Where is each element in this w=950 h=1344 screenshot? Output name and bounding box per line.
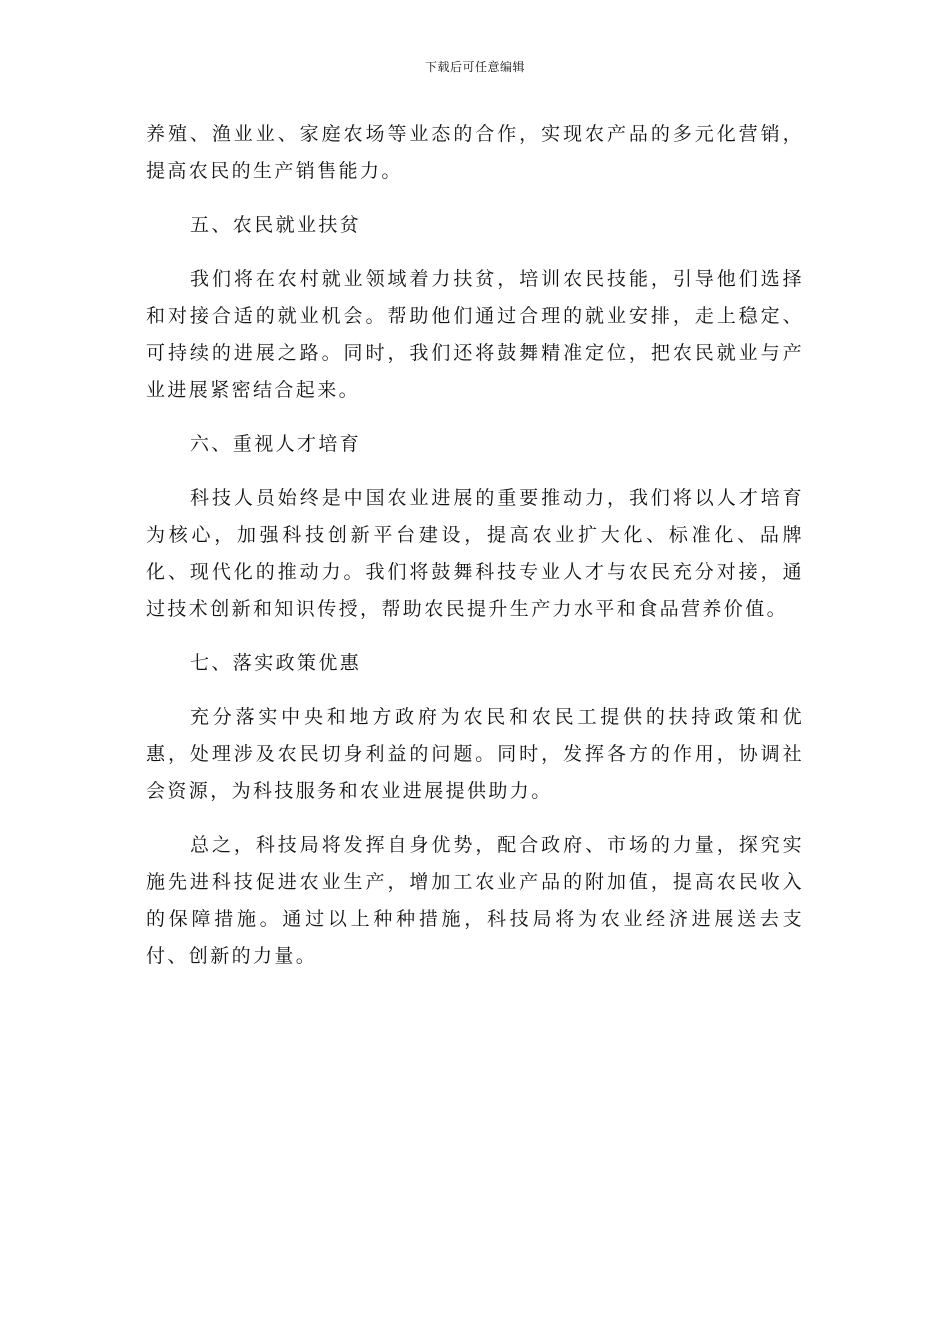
paragraph-section-5: 我们将在农村就业领域着力扶贫，培训农民技能，引导他们选择和对接合适的就业机会。帮助他们通过合理的就业安排，走上稳定、可持续的进展之路。同时，我们还将鼓舞精准定位，把农民就业与产业进展紧密结合起来。 [146, 268, 804, 401]
paragraph-conclusion: 总之，科技局将发挥自身优势，配合政府、市场的力量，探究实施先进科技促进农业生产，增加工农业产品的附加值，提高农民收入的保障措施。通过以上种种措施，科技局将为农业经济进展送去支付、创新的力量。 [146, 834, 804, 967]
document-body [146, 116, 804, 992]
paragraph-continued: 养殖、渔业业、家庭农场等业态的合作，实现农产品的多元化营销，提高农民的生产销售能力。 [146, 123, 804, 182]
section-heading-6: 六、重视人才培育 [190, 433, 362, 455]
paragraph-section-6: 科技人员始终是中国农业进展的重要推动力，我们将以人才培育为核心，加强科技创新平台建设，提高农业扩大化、标准化、品牌化、现代化的推动力。我们将鼓舞科技专业人才与农民充分对接，通过技术创新和知识传授，帮助农民提升生产力水平和食品营养价值。 [146, 487, 804, 620]
section-heading-7: 七、落实政策优惠 [190, 652, 362, 674]
section-heading-5: 五、农民就业扶贫 [190, 214, 362, 236]
page-header: 下载后可任意编辑 [424, 60, 525, 74]
paragraph-section-7: 充分落实中央和地方政府为农民和农民工提供的扶持政策和优惠，处理涉及农民切身利益的问题。同时，发挥各方的作用，协调社会资源，为科技服务和农业进展提供助力。 [146, 706, 804, 802]
